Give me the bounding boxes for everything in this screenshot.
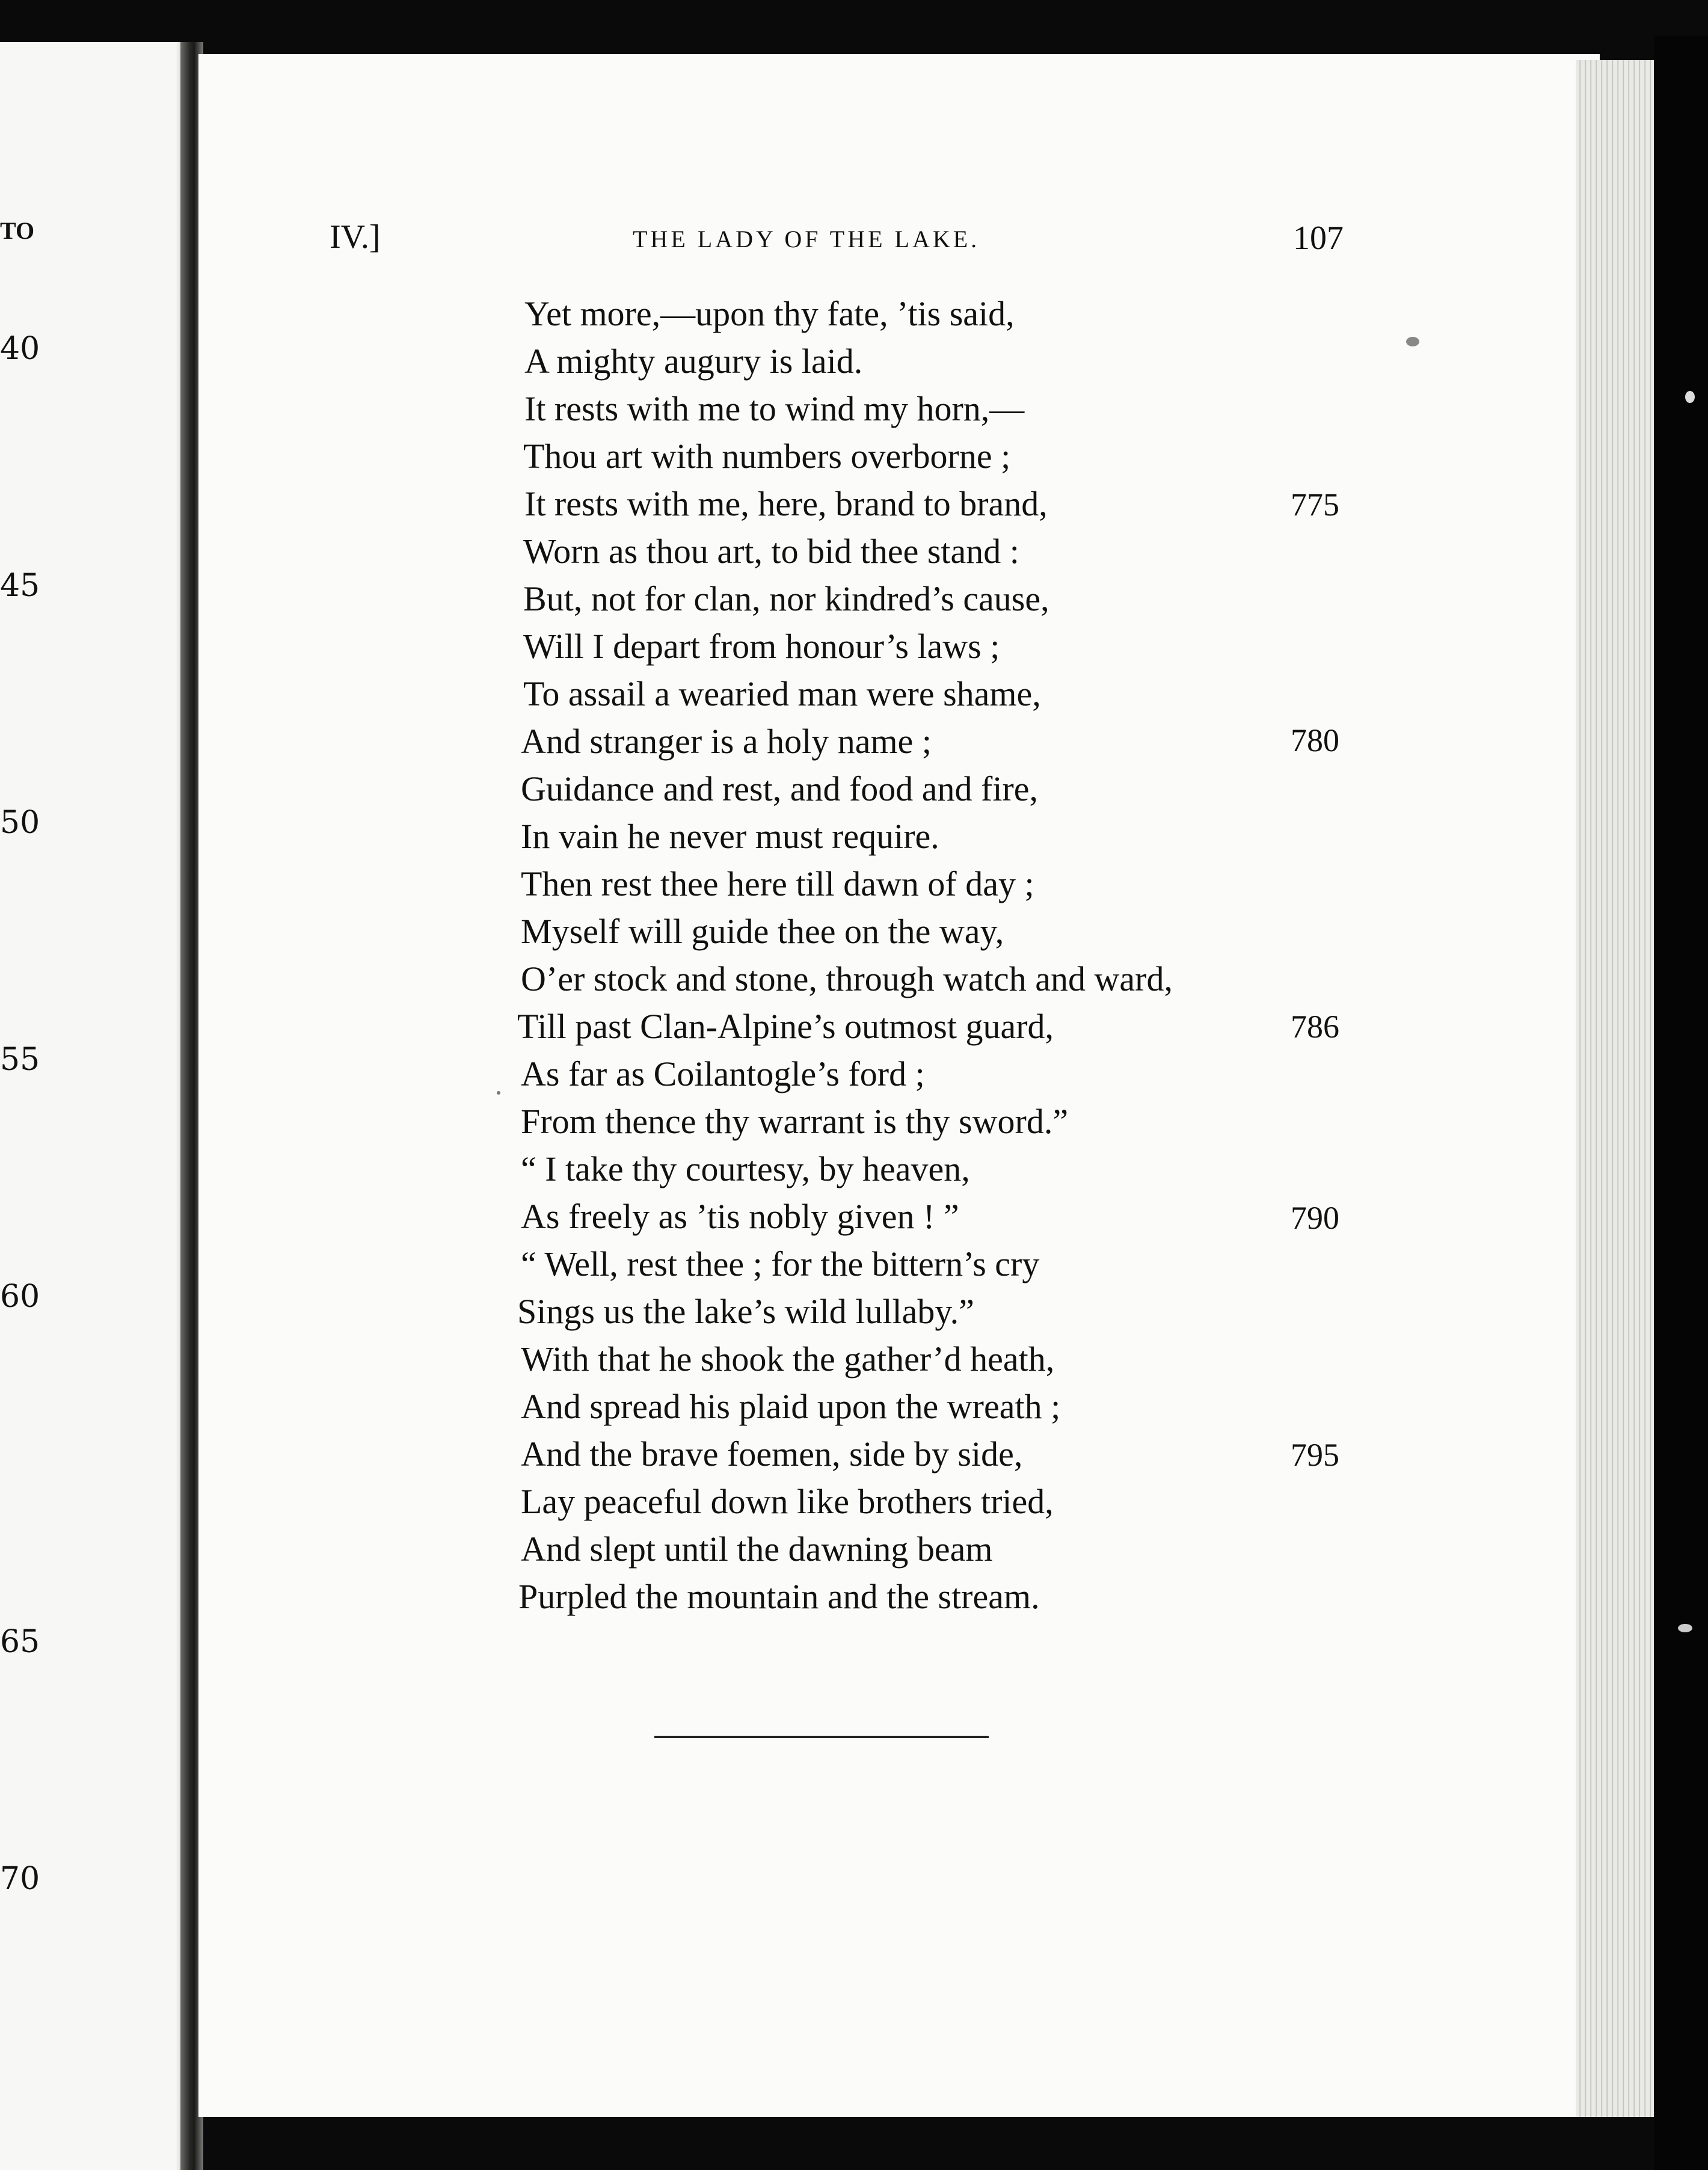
poem-line: From thence thy warrant is thy sword.” bbox=[521, 1102, 1069, 1141]
poem-line: Yet more,—upon thy fate, ’tis said, bbox=[524, 294, 1015, 333]
book-title: THE LADY OF THE LAKE. bbox=[633, 226, 980, 253]
poem-line: In vain he never must require. bbox=[521, 817, 939, 856]
poem-line: As far as Coilantogle’s ford ; bbox=[521, 1054, 925, 1093]
left-line-number: 55 bbox=[0, 1042, 40, 1078]
line-number: 775 bbox=[1291, 487, 1339, 523]
poem-line: With that he shook the gather’d heath, bbox=[521, 1339, 1055, 1379]
line-number: 780 bbox=[1291, 722, 1339, 758]
poem-line: And spread his plaid upon the wreath ; bbox=[521, 1387, 1061, 1426]
poem-line: It rests with me, here, brand to brand, bbox=[524, 484, 1048, 523]
section-divider-rule bbox=[654, 1736, 989, 1738]
poem-line: Guidance and rest, and food and fire, bbox=[521, 769, 1039, 808]
poem-line: O’er stock and stone, through watch and ward, bbox=[521, 959, 1173, 998]
poem-line: Till past Clan-Alpine’s outmost guard, bbox=[517, 1007, 1054, 1046]
left-page-header-fragment: TO bbox=[0, 217, 35, 244]
scan-speck bbox=[1406, 337, 1419, 346]
poem-line: Will I depart from honour’s laws ; bbox=[523, 627, 1000, 666]
poem-line: Thou art with numbers overborne ; bbox=[523, 437, 1011, 476]
left-line-number: 60 bbox=[0, 1279, 40, 1315]
left-facing-page bbox=[0, 42, 192, 2170]
scan-speck bbox=[1685, 391, 1695, 403]
line-number: 786 bbox=[1291, 1009, 1339, 1045]
poem-line: Purpled the mountain and the stream. bbox=[518, 1577, 1040, 1616]
scan-speck bbox=[1678, 1624, 1692, 1632]
chapter-reference: IV.] bbox=[330, 218, 381, 256]
left-line-number: 70 bbox=[0, 1861, 40, 1897]
poem-line: But, not for clan, nor kindred’s cause, bbox=[523, 579, 1049, 618]
poem-line: “ Well, rest thee ; for the bittern’s cry bbox=[521, 1244, 1040, 1283]
left-line-number: 40 bbox=[0, 331, 40, 367]
left-line-number: 65 bbox=[0, 1624, 40, 1660]
background-edge bbox=[1654, 36, 1708, 2170]
page-edges bbox=[1576, 60, 1654, 2117]
poem-line: Myself will guide thee on the way, bbox=[521, 912, 1004, 951]
poem-line: And the brave foemen, side by side, bbox=[521, 1434, 1023, 1474]
poem-line: Then rest thee here till dawn of day ; bbox=[521, 864, 1034, 903]
poem-line: Sings us the lake’s wild lullaby.” bbox=[517, 1292, 974, 1331]
poem-line: A mighty augury is laid. bbox=[524, 342, 863, 381]
poem-line: “ I take thy courtesy, by heaven, bbox=[521, 1149, 970, 1188]
poem-line: Worn as thou art, to bid thee stand : bbox=[523, 532, 1019, 571]
poem-line: It rests with me to wind my horn,— bbox=[524, 389, 1025, 428]
poem-line: As freely as ’tis nobly given ! ” bbox=[521, 1197, 959, 1236]
poem-line: And stranger is a holy name ; bbox=[521, 722, 932, 761]
poem-line: To assail a wearied man were shame, bbox=[523, 674, 1041, 713]
line-number: 790 bbox=[1291, 1200, 1339, 1236]
poem-line: And slept until the dawning beam bbox=[521, 1529, 993, 1569]
poem-line: Lay peaceful down like brothers tried, bbox=[521, 1482, 1054, 1521]
left-line-number: 45 bbox=[0, 568, 40, 604]
left-line-number: 50 bbox=[0, 805, 40, 841]
scan-speck bbox=[497, 1091, 500, 1095]
line-number: 795 bbox=[1291, 1437, 1339, 1473]
page-number: 107 bbox=[1293, 220, 1344, 257]
